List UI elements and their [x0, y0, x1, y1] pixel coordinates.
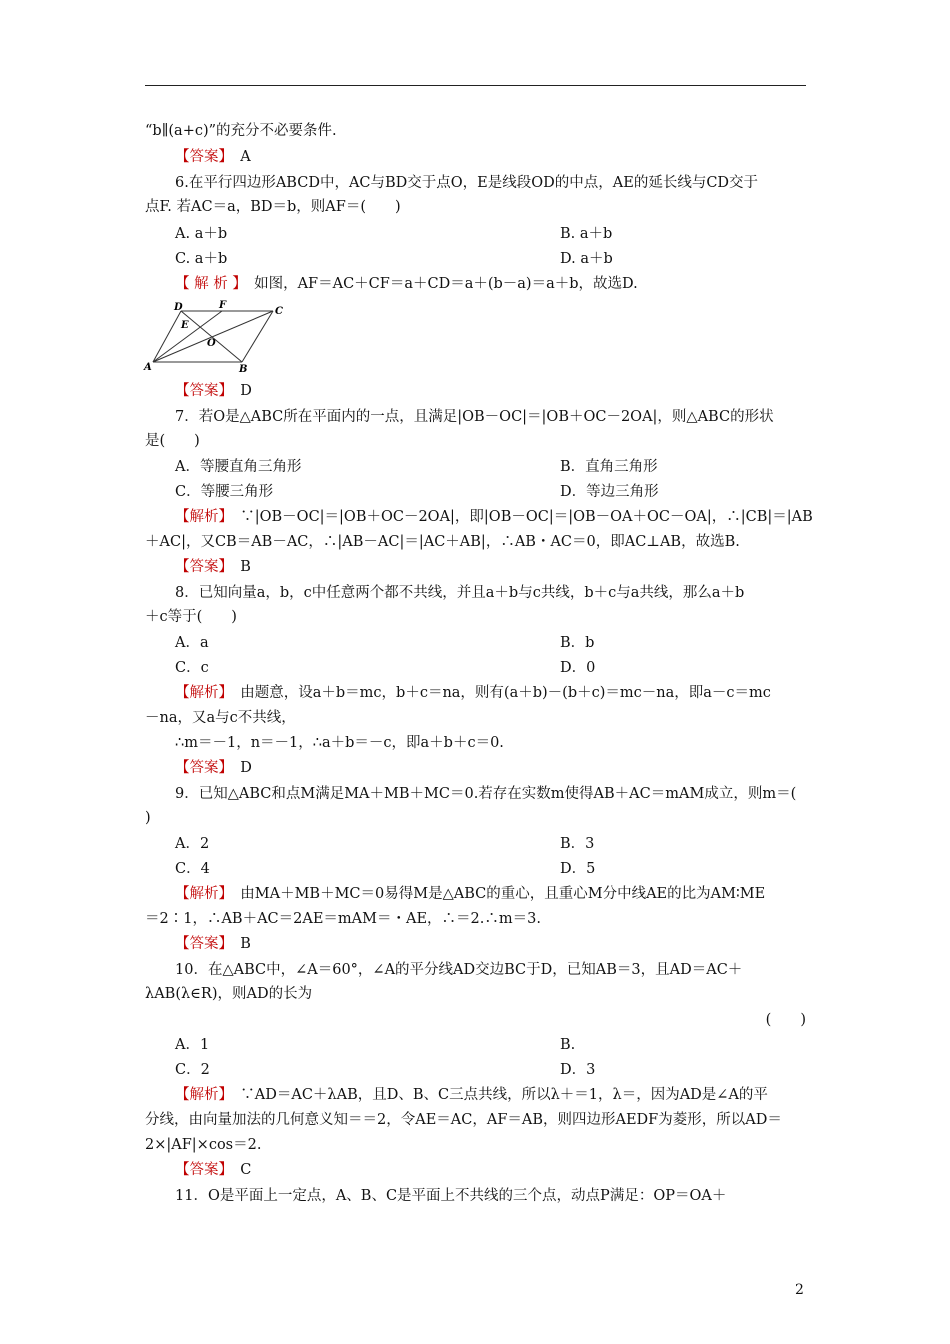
- answer-value: B: [240, 559, 251, 575]
- solution-text: 由题意，设a＋b＝mc，b＋c＝na，则有(a＋b)－(b＋c)＝mc－na，即a－c＝mc: [240, 685, 771, 701]
- header-rule: [145, 85, 806, 86]
- option-c: C．等腰三角形: [175, 484, 274, 500]
- answer-value: D: [240, 760, 252, 776]
- option-b: B．b: [560, 635, 595, 651]
- label-o: O: [207, 338, 216, 349]
- question-line: 8．已知向量a，b，c中任意两个都不共线，并且a＋b与c共线，b＋c与a共线，那么a＋b: [175, 585, 745, 601]
- solution-text: ∵|OB－OC|＝|OB＋OC－2OA|，即|OB－OC|＝|OB－OA＋OC－OA|，∴|CB|＝|AB: [240, 509, 813, 525]
- solution-line: ＝2∶1，∴AB＋AC＝2AE＝mAM＝・AE，∴＝2.∴m＝3.: [145, 911, 541, 927]
- option-a: A．等腰直角三角形: [175, 459, 302, 475]
- option-a: A．a: [175, 635, 209, 651]
- question-line: λAB(λ∈R)，则AD的长为: [145, 986, 313, 1002]
- answer-line: [175, 1160, 251, 1180]
- option-b: B. a＋b: [560, 226, 613, 242]
- option-a: A．2: [175, 836, 210, 852]
- label-e: E: [181, 320, 189, 331]
- solution-line: [175, 884, 765, 904]
- answer-line: [175, 557, 251, 577]
- solution-text: 由MA＋MB＋MC＝0易得M是△ABC的重心，且重心M分中线AE的比为AM∶ME: [240, 886, 766, 902]
- option-c: C．4: [175, 861, 210, 877]
- question-line: 11．O是平面上一定点，A、B、C是平面上不共线的三个点，动点P满足：OP＝OA＋: [175, 1188, 727, 1204]
- answer-value: B: [240, 936, 251, 952]
- solution-tag: 【解析】: [175, 886, 226, 902]
- answer-value: D: [240, 383, 252, 399]
- solution-line: 2×|AF|×cos＝2.: [145, 1137, 262, 1153]
- question-line: 10．在△ABC中，∠A＝60°，∠A的平分线AD交边BC于D，已知AB＝3，且AD＝AC＋: [175, 962, 743, 978]
- option-c: C．c: [175, 660, 209, 676]
- edge-cb: [242, 311, 273, 362]
- solution-line: ＋AC|，又CB＝AB－AC，∴|AB－AC|＝|AC＋AB|，∴AB・AC＝0，即AC⊥AB，故选B.: [145, 534, 740, 550]
- answer-line: [175, 758, 252, 778]
- text-line: “b∥(a+c)”的充分不必要条件.: [145, 123, 337, 139]
- label-a: A: [144, 362, 152, 373]
- solution-line: 分线，由向量加法的几何意义知＝＝2，令AE＝AC，AF＝AB，则四边形AEDF为菱形，所以AD＝: [145, 1112, 782, 1128]
- solution-line: [175, 274, 638, 294]
- option-b: B．3: [560, 836, 595, 852]
- diagonal-ac: [153, 311, 273, 362]
- solution-line: [175, 683, 771, 703]
- solution-tag: 【 解 析 】: [175, 276, 240, 292]
- answer-tag: 【答案】: [175, 149, 226, 165]
- answer-tag: 【答案】: [175, 1162, 226, 1178]
- question-line: 6.在平行四边形ABCD中，AC与BD交于点O，E是线段OD的中点，AE的延长线与CD交于: [175, 175, 759, 191]
- option-b: B．直角三角形: [560, 459, 658, 475]
- answer-line: [175, 381, 252, 401]
- answer-line: [175, 147, 251, 167]
- answer-line: [175, 934, 251, 954]
- option-d: D．等边三角形: [560, 484, 659, 500]
- question-line: ): [145, 810, 151, 826]
- solution-line: ∴m＝－1，n＝－1，∴a＋b＝－c，即a＋b＋c＝0.: [175, 735, 504, 751]
- solution-line: －na，又a与c不共线，: [145, 710, 296, 726]
- option-a: A．1: [175, 1037, 210, 1053]
- answer-value: A: [240, 149, 251, 165]
- option-a: A. a＋b: [175, 226, 228, 242]
- question-line: 点F. 若AC＝a，BD＝b，则AF＝( ): [145, 199, 401, 215]
- option-b: B.: [560, 1037, 576, 1053]
- answer-value: C: [240, 1162, 252, 1178]
- option-d: D．5: [560, 861, 596, 877]
- solution-tag: 【解析】: [175, 1087, 226, 1103]
- solution-line: [175, 507, 813, 527]
- question-line: 9．已知△ABC和点M满足MA＋MB＋MC＝0.若存在实数m使得AB＋AC＝mAM成立，则m＝(: [175, 786, 797, 802]
- option-c: C．2: [175, 1062, 210, 1078]
- question-line: ＋c等于( ): [145, 609, 237, 625]
- answer-tag: 【答案】: [175, 559, 226, 575]
- answer-tag: 【答案】: [175, 760, 226, 776]
- label-d: D: [174, 302, 183, 313]
- question-line: 是( ): [145, 433, 200, 449]
- parallelogram-figure: [143, 297, 293, 377]
- solution-tag: 【解析】: [175, 685, 226, 701]
- option-d: D．3: [560, 1062, 596, 1078]
- label-f: F: [219, 300, 227, 311]
- edge-ad: [153, 311, 181, 362]
- option-d: D. a＋b: [560, 251, 613, 267]
- question-line: 7．若O是△ABC所在平面内的一点，且满足|OB－OC|＝|OB＋OC－2OA|，则△ABC的形状: [175, 409, 774, 425]
- option-c: C. a＋b: [175, 251, 228, 267]
- solution-text: ∵AD＝AC＋λAB，且D、B、C三点共线，所以λ＋＝1，λ＝，因为AD是∠A的平: [240, 1087, 768, 1103]
- answer-tag: 【答案】: [175, 383, 226, 399]
- answer-blank: ( ): [765, 1012, 806, 1028]
- option-d: D．0: [560, 660, 596, 676]
- solution-text: 如图，AF＝AC＋CF＝a＋CD＝a＋(b－a)＝a＋b，故选D.: [254, 276, 638, 292]
- solution-line: [175, 1085, 768, 1105]
- page-number: 2: [795, 1282, 804, 1298]
- label-b: B: [239, 364, 248, 375]
- label-c: C: [275, 306, 283, 317]
- answer-tag: 【答案】: [175, 936, 226, 952]
- solution-tag: 【解析】: [175, 509, 226, 525]
